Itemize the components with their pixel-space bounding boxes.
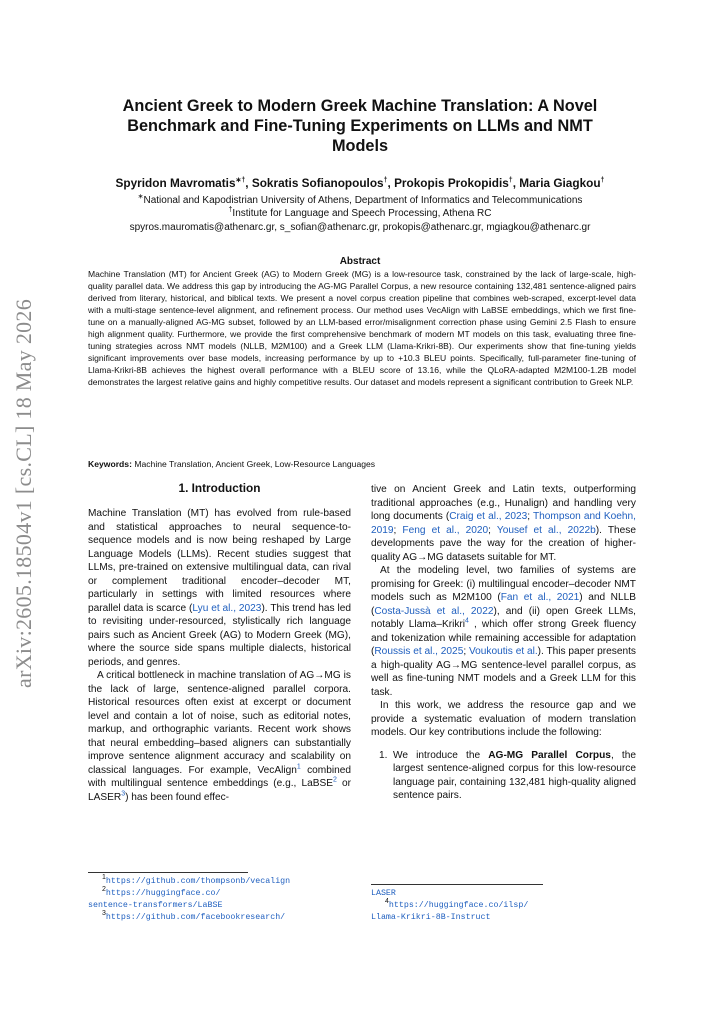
footnote-link[interactable]: LASER [371, 889, 396, 898]
footnote-ref[interactable]: 4 [465, 617, 469, 625]
author-separator: , [387, 176, 395, 190]
author-mark: † [508, 177, 513, 185]
footnote-link[interactable]: Llama-Krikri-8B-Instruct [371, 913, 491, 922]
author-separator: , [512, 176, 520, 190]
author-name: Sokratis Sofianopoulos [251, 176, 384, 190]
abstract-heading: Abstract [339, 256, 381, 267]
footnote-number: 1 [102, 874, 106, 882]
paragraph [371, 483, 636, 564]
footnote-rule [371, 884, 543, 885]
text: ) and NLLB ( [371, 592, 636, 617]
affiliation-mark: ∗ [137, 193, 144, 201]
footnote-continuation [371, 887, 396, 899]
footnote-link[interactable]: sentence-transformers/LaBSE [88, 901, 223, 910]
footnote-link[interactable]: https://huggingface.co/ [105, 889, 221, 898]
author-name: Maria Giagkou [519, 176, 601, 190]
title-line: Ancient Greek to Modern Greek Machine Translation: A Novel [122, 97, 598, 115]
footnote-ref[interactable]: 3 [121, 790, 126, 798]
author-emails[interactable]: spyros.mauromatis@athenarc.gr, s_sofian@athenarc.gr, prokopis@athenarc.gr, mgiagkou@athenarc.gr [129, 222, 591, 233]
left-column [88, 507, 351, 804]
text: combined with multilingual sentence embeddings (e.g., LaBSE [88, 764, 351, 789]
abstract-text: Machine Translation (MT) for Ancient Greek (AG) to Modern Greek (MG) is a low-resource task, constrained by the lack of large-scale, high-quality parallel data. We address this gap by introducing the AG-MG Parallel Corpus, a new resource containing 132,481 sentence-aligned pairs derived from literary, historical, and biblical texts. We present a novel corpus creation pipeline that combines web-scraped, excerpt-level data with a multi-stage sentence-level alignment, and refinement process. Our method uses VecAlign with LaBSE embeddings, which we first fine-tune on a manually-aligned AG-MG subset, followed by an LLM-based error/misalignment correction phase using Gemini 2.5 Flash to ensure high alignment quality. Furthermore, we provide the first comprehensive benchmark of modern MT models on this task, evaluating three fine-tuning strategies across NMT models (NLLB, M2M100) and a Greek LLM (Llama-Krikri-8B). Our experiments show that fine-tuning yields significant improvements over base models, increasing performance by up to +10.3 BLEU points. Specifically, full-parameter fine-tuning of Llama-Krikri-8B achieves the highest overall performance with a BLEU score of 13.16, while the QLoRA-adapted M2M100-1.2B model demonstrates the largest relative gains and highly competitive results. Our dataset and models represent a significant contribution to Greek NLP. [88, 269, 636, 387]
text: or LASER [88, 778, 351, 803]
text: , the largest sentence-aligned corpus for this low-resource language pair, containing 132,481 high-quality aligned sentence pairs. [393, 749, 636, 801]
author-mark: † [600, 177, 605, 185]
citation-link[interactable]: Fan et al., 2021 [500, 592, 580, 603]
author-list [40, 176, 680, 190]
citation-link[interactable]: Lyu et al., 2023 [192, 602, 262, 614]
footnote [102, 911, 285, 923]
paragraph: In this work, we address the resource gap and we provide a systematic evaluation of modern translation models. Our key contributions include the following: [371, 700, 636, 738]
citation-link[interactable]: Thompson and Koehn, 2019 [371, 511, 636, 536]
footnote-ref[interactable]: 1 [296, 763, 301, 771]
affiliation [40, 208, 680, 220]
affiliation [40, 195, 680, 207]
footnote-ref[interactable]: 2 [332, 776, 337, 784]
citation-link[interactable]: Voukoutis et al. [468, 646, 538, 657]
footnote-number: 4 [385, 898, 389, 906]
text: ), and (ii) open Greek LLMs, notably Llama–Krikri [371, 605, 636, 630]
keywords [88, 459, 375, 469]
title-line: Models [331, 137, 389, 155]
text: ). These developments pave the way for the creation of higher-quality AG→MG datasets suitable for MT. [371, 524, 636, 563]
citation-link[interactable]: Costa-Jussà et al., 2022 [374, 605, 494, 617]
text: ; [488, 524, 497, 536]
citation-link[interactable]: Roussis et al., 2025 [374, 646, 464, 657]
text: A critical bottleneck in machine translation of AG→MG is the lack of large, sentence-aligned parallel corpora. Historical resources often exist at excerpt or document level and contain a lot of noise, such as editorial notes, markup, and orthographic variants. Recent work shows that neural embedding–based aligners can substantially improve sentence alignment accuracy and scalability on classical languages. For example, VecAlign [88, 670, 351, 776]
bold-text: AG-MG Parallel Corpus [488, 749, 611, 761]
section-heading: 1. Introduction [178, 481, 261, 495]
footnote-link[interactable]: https://github.com/thompsonb/vecalign [105, 877, 291, 886]
paragraph [371, 564, 636, 699]
footnote-continuation [88, 899, 222, 911]
text: ). This trend has led to revisiting under-resourced, stylistically rich language pairs such as Ancient Greek (AG) to Modern Greek (MG), where the source side spans multiple dialects, historical periods, and genres. [88, 602, 351, 668]
text: We introduce the [393, 749, 489, 761]
author-name: Spyridon Mavromatis [115, 176, 236, 190]
citation-link[interactable]: Yousef et al., 2022b [496, 524, 596, 536]
footnote-link[interactable]: https://github.com/facebookresearch/ [105, 913, 286, 922]
keywords-text: Machine Translation, Ancient Greek, Low-Resource Languages [131, 459, 376, 469]
text: ; [393, 524, 403, 536]
keywords-label: Keywords: [88, 459, 132, 469]
text: Machine Translation (MT) has evolved from rule-based and statistical approaches to neural sequence-to-sequence models and is now being reshaped by Large Language Models (LLMs). Recent studies suggest that LLMs, pre-trained on extensive multilingual data, can rival or complement traditional encoder–decoder MT, particularly in settings with limited resources where parallel data is scarce ( [88, 508, 351, 614]
author-mark: † [383, 177, 388, 185]
affiliation-mark: † [228, 206, 233, 214]
paragraph [88, 669, 351, 804]
footnote-rule [88, 872, 248, 873]
footnote [385, 899, 528, 911]
footnote [102, 875, 290, 887]
footnote-number: 2 [102, 886, 106, 894]
author-separator: , [245, 176, 252, 190]
right-column [371, 483, 636, 803]
footnote-number: 3 [102, 910, 106, 918]
author-mark: ∗† [235, 177, 246, 185]
footnote-link[interactable]: https://huggingface.co/ilsp/ [388, 901, 529, 910]
footnote [102, 887, 220, 899]
citation-link[interactable]: Craig et al., 2023 [449, 511, 528, 522]
text: ; [527, 511, 533, 522]
title-line: Benchmark and Fine-Tuning Experiments on LLMs and NMT [127, 117, 593, 135]
text: ; [463, 646, 469, 657]
author-name: Prokopis Prokopidis [394, 176, 509, 190]
text: ) has been found effec- [125, 791, 230, 803]
paper-title [80, 96, 640, 156]
text: tive on Ancient Greek and Latin texts, outperforming traditional approaches (e.g., Hunalign) and handling very long documents ( [371, 484, 636, 522]
affiliation-text: Institute for Language and Speech Processing, Athena RC [232, 208, 492, 219]
text: ). This paper presents a high-quality AG→MG sentence-level parallel corpus, as well as fine-tuning NMT models and a Greek LLM for this task. [371, 646, 636, 698]
arxiv-identifier[interactable]: arXiv:2605.18504v1 [cs.CL] 18 May 2026 [11, 298, 36, 688]
text: At the modeling level, two families of systems are promising for Greek: (i) multilingual encoder–decoder NMT models such as M2M100 ( [371, 565, 636, 603]
list-number: 1. [379, 749, 388, 761]
affiliation-text: National and Kapodistrian University of Athens, Department of Informatics and Telecommunications [143, 195, 583, 206]
footnote-continuation [371, 911, 491, 923]
paragraph [88, 507, 351, 669]
citation-link[interactable]: Feng et al., 2020 [402, 524, 489, 536]
text: , which offer strong Greek fluency and tokenization while remaining accessible for adaptation ( [371, 619, 637, 657]
contribution-item [371, 749, 636, 803]
